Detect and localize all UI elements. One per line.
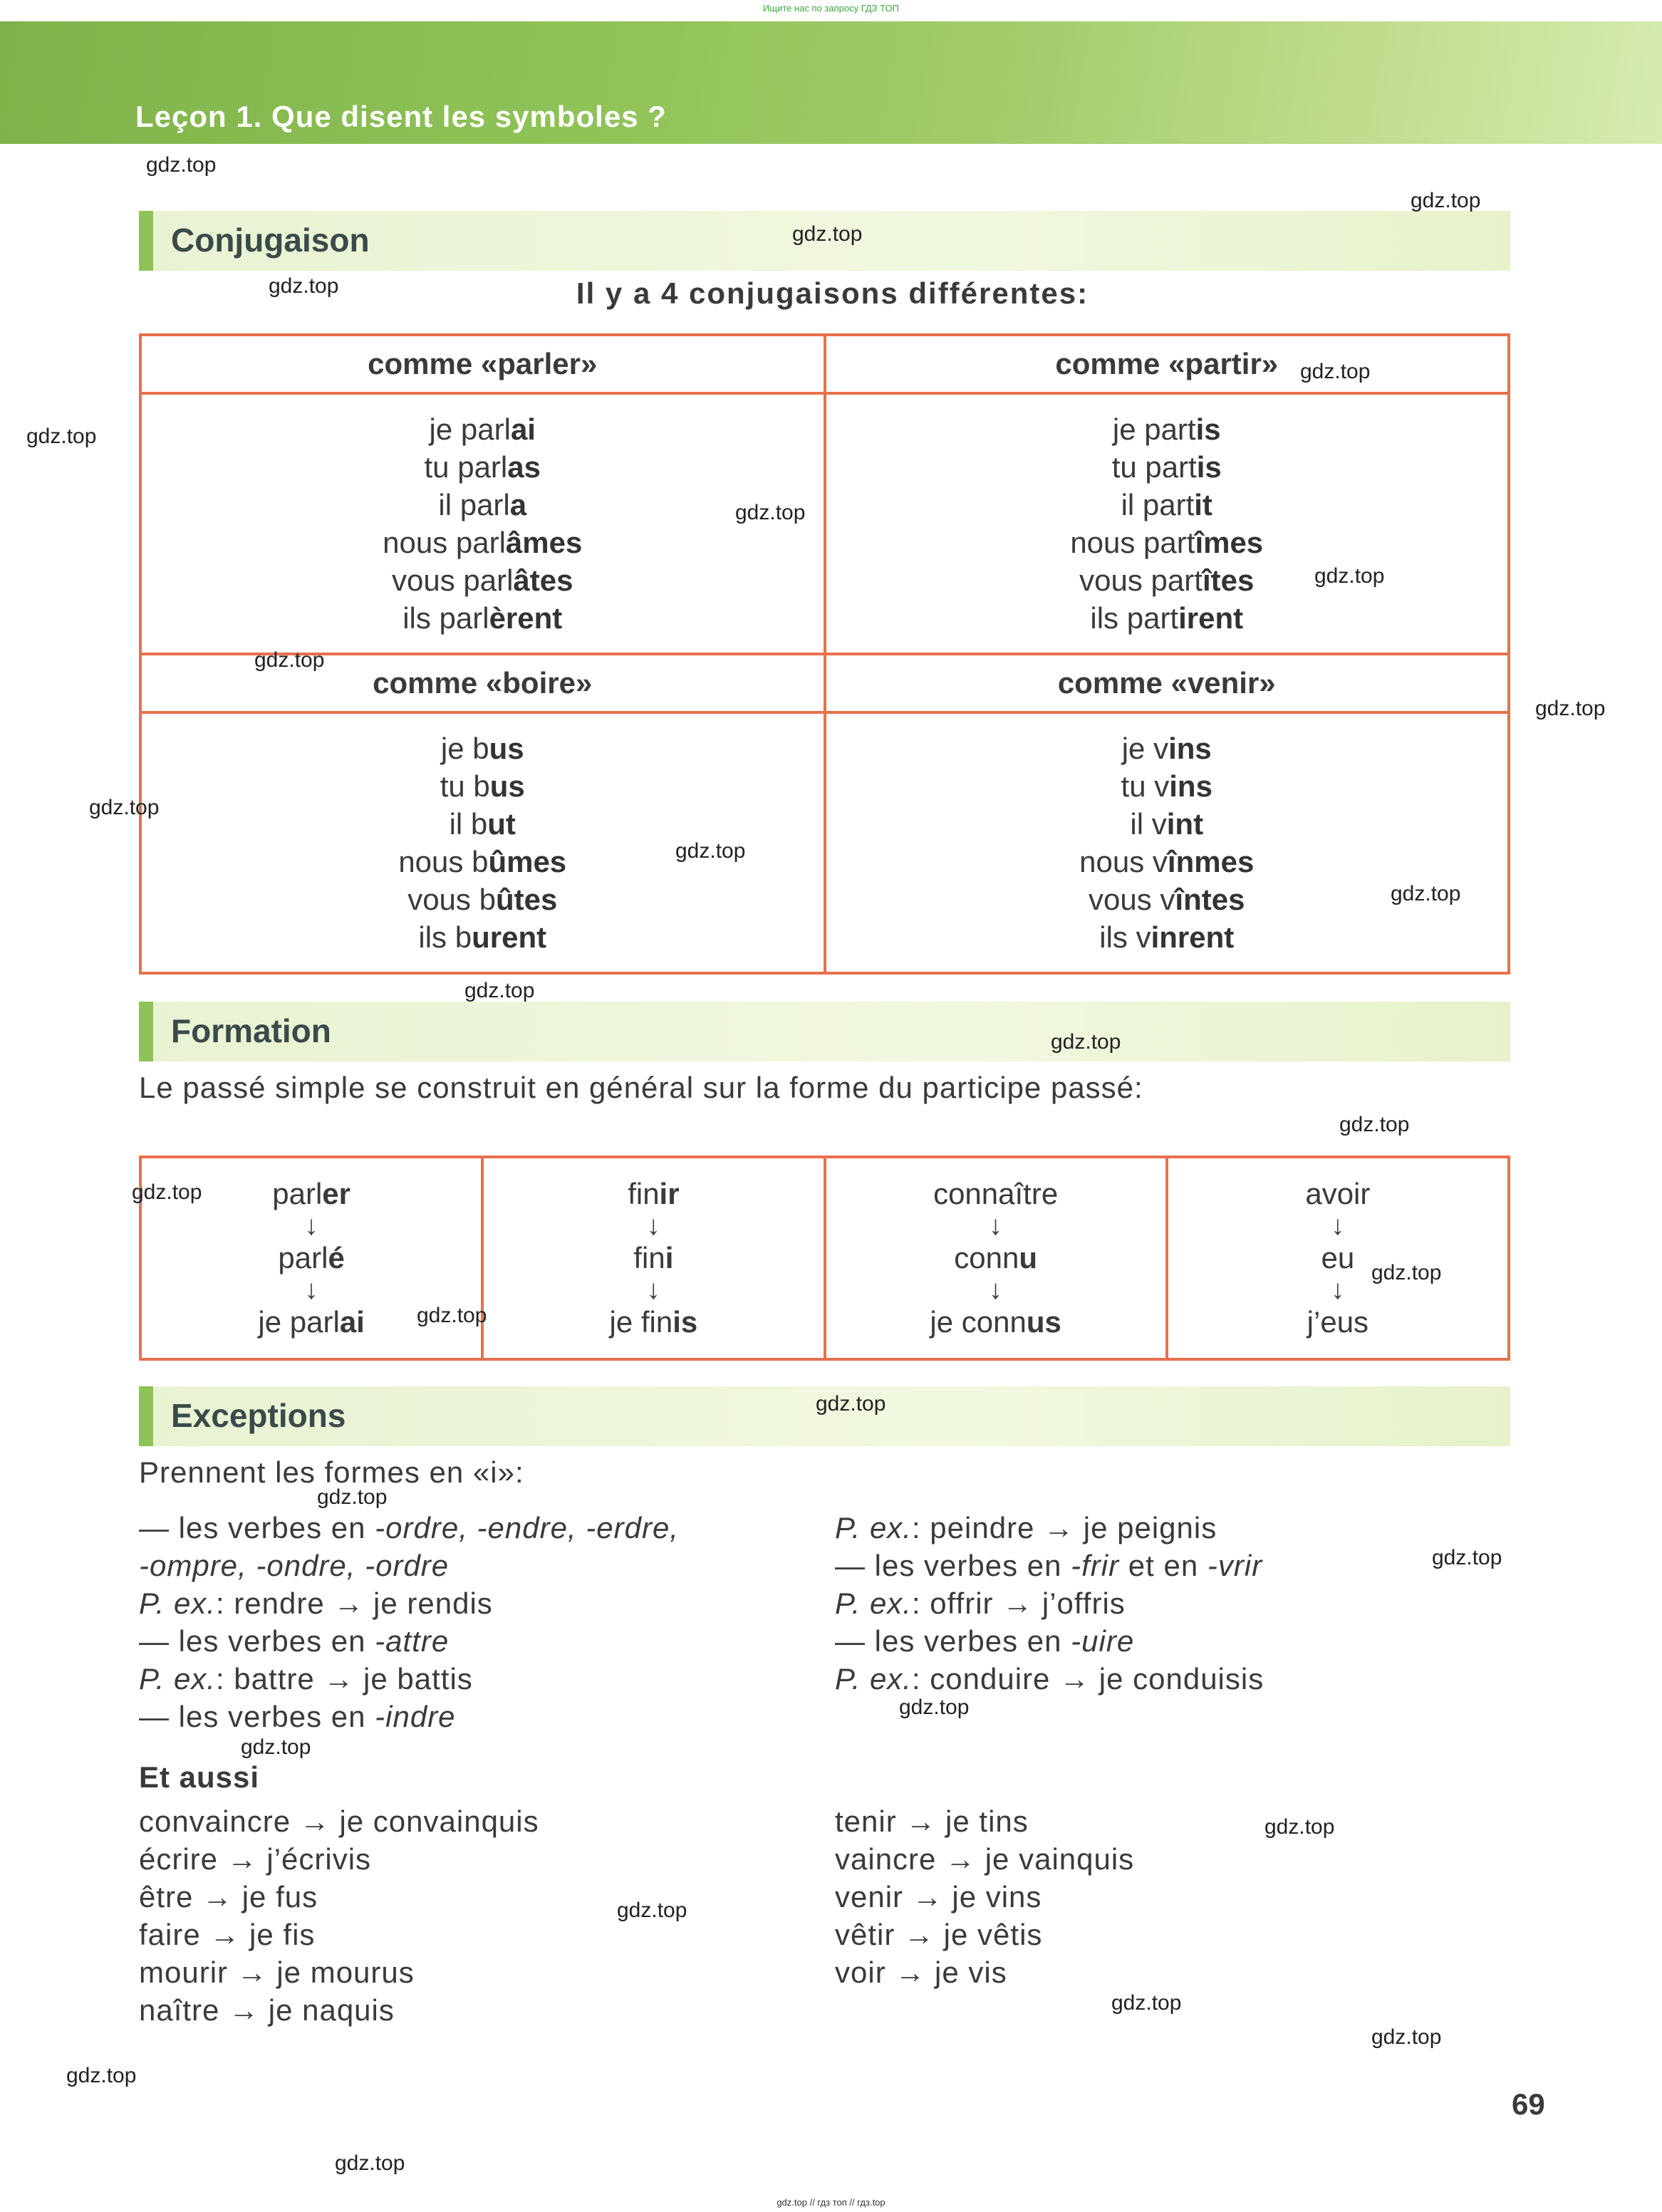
watermark: gdz.top	[132, 1180, 202, 1204]
top-note: Ищите нас по запросу ГДЗ ТОП	[763, 3, 899, 14]
conjugated-form: nous partîmes	[1070, 526, 1264, 559]
exception-rule: — les verbes en -frir et en -vrir	[835, 1549, 1263, 1582]
conjugated-form: ils vinrent	[1099, 920, 1235, 954]
down-arrow-icon: ↓	[989, 1275, 1003, 1305]
watermark: gdz.top	[1371, 2025, 1442, 2049]
watermark: gdz.top	[816, 1392, 886, 1416]
irregular-verb: vêtir → je vêtis	[835, 1918, 1043, 1951]
down-arrow-icon: ↓	[1331, 1211, 1345, 1241]
conjugaison-heading: Conjugaison	[171, 222, 370, 259]
irregular-list-left	[139, 1802, 539, 2029]
formation-table	[139, 1156, 1510, 1361]
down-arrow-icon: ↓	[646, 1275, 660, 1305]
watermark: gdz.top	[146, 153, 217, 177]
watermark: gdz.top	[317, 1485, 388, 1509]
watermark: gdz.top	[1111, 1991, 1182, 2015]
exceptions-lead: Prennent les formes en «i»:	[139, 1455, 524, 1489]
watermark: gdz.top	[335, 2151, 405, 2175]
irregular-list-right	[835, 1802, 1134, 1991]
irregular-verb: vaincre → je vainquis	[835, 1842, 1135, 1876]
conjugated-form: nous vînmes	[1079, 845, 1255, 878]
watermark: gdz.top	[66, 2064, 137, 2087]
conjugated-form: vous vîntes	[1089, 883, 1245, 916]
conjugated-form: vous partîtes	[1079, 564, 1255, 597]
watermark: gdz.top	[1391, 882, 1461, 905]
conjugated-form: tu partis	[1111, 450, 1222, 484]
formation-column	[1167, 1157, 1509, 1359]
exception-rule: — les verbes en -indre	[139, 1700, 456, 1733]
conjugated-form: il but	[449, 807, 516, 841]
passe-simple-form: je parlai	[258, 1305, 365, 1339]
conjugated-form: il vint	[1130, 807, 1204, 841]
group-forms	[825, 712, 1510, 973]
down-arrow-icon: ↓	[304, 1211, 318, 1241]
watermark: gdz.top	[1535, 697, 1606, 720]
group-title-parler: comme «parler»	[140, 335, 825, 393]
passe-simple-form: j’eus	[1307, 1305, 1369, 1339]
passe-simple-form: je finis	[609, 1305, 698, 1339]
watermark: gdz.top	[1264, 1815, 1335, 1839]
irregular-verb: être → je fus	[139, 1880, 318, 1914]
conjugated-form: tu vins	[1121, 769, 1212, 803]
conjugated-form: je bus	[440, 732, 524, 765]
conjugated-form: vous bûtes	[407, 883, 558, 916]
conjugated-form: tu bus	[440, 769, 525, 803]
participle: parlé	[278, 1241, 345, 1274]
conjugated-form: je partis	[1112, 412, 1221, 446]
participle: fini	[633, 1241, 674, 1274]
conjugated-form: tu parlas	[424, 450, 541, 484]
down-arrow-icon: ↓	[646, 1211, 660, 1241]
passe-simple-form: je connus	[930, 1305, 1061, 1339]
irregular-verb: faire → je fis	[139, 1918, 316, 1951]
participle: connu	[954, 1241, 1037, 1274]
infinitive: finir	[628, 1177, 680, 1210]
watermark: gdz.top	[1339, 1113, 1410, 1136]
watermark: gdz.top	[1300, 360, 1371, 383]
down-arrow-icon: ↓	[1331, 1275, 1345, 1305]
conjugated-form: il parla	[438, 488, 527, 521]
exception-example: P. ex.: battre → je battis	[139, 1662, 473, 1696]
exception-example: P. ex.: rendre → je rendis	[139, 1587, 493, 1620]
exception-rule: — les verbes en -attre	[139, 1624, 450, 1658]
infinitive: avoir	[1305, 1177, 1371, 1210]
down-arrow-icon: ↓	[989, 1211, 1003, 1241]
conjugation-table	[139, 333, 1510, 975]
conjugated-form: nous parlâmes	[383, 526, 583, 559]
watermark: gdz.top	[89, 796, 160, 819]
group-title-partir: comme «partir»	[825, 335, 1510, 393]
exception-example: P. ex.: peindre → je peignis	[835, 1511, 1217, 1544]
exception-rule: — les verbes en -uire	[835, 1624, 1135, 1658]
watermark: gdz.top	[1411, 189, 1481, 212]
group-title-boire: comme «boire»	[140, 654, 825, 712]
formation-column	[482, 1157, 824, 1359]
down-arrow-icon: ↓	[304, 1275, 318, 1305]
irregular-verb: naître → je naquis	[139, 1993, 395, 2027]
watermark: gdz.top	[26, 425, 97, 448]
watermark: gdz.top	[464, 979, 535, 1002]
et-aussi-heading: Et aussi	[139, 1760, 260, 1794]
watermark: gdz.top	[735, 501, 806, 524]
page-number: 69	[1512, 2087, 1545, 2121]
watermark: gdz.top	[254, 648, 325, 672]
group-title-venir: comme «venir»	[825, 654, 1510, 712]
exceptions-heading: Exceptions	[171, 1397, 346, 1434]
bottom-note: gdz.top // гдз топ // гдз.top	[777, 2197, 885, 2208]
conjugated-form: il partit	[1121, 488, 1212, 521]
watermark: gdz.top	[417, 1304, 487, 1327]
group-forms	[825, 393, 1510, 654]
lesson-title: Leçon 1. Que disent les symboles ?	[135, 100, 667, 133]
watermark: gdz.top	[617, 1899, 687, 1922]
watermark: gdz.top	[1371, 1261, 1442, 1284]
exception-rule: -ompre, -ondre, -ordre	[139, 1549, 450, 1582]
exception-rule: — les verbes en -ordre, -endre, -erdre,	[139, 1511, 679, 1544]
participle: eu	[1321, 1241, 1355, 1274]
conjugated-form: je vins	[1121, 732, 1212, 765]
conjugated-form: nous bûmes	[398, 845, 567, 878]
irregular-verb: mourir → je mourus	[139, 1956, 415, 1989]
irregular-verb: voir → je vis	[835, 1956, 1007, 1989]
conjugated-form: ils partirent	[1090, 601, 1244, 635]
watermark: gdz.top	[792, 222, 863, 246]
conjugated-form: ils burent	[418, 920, 547, 954]
formation-intro: Le passé simple se construit en général sur la forme du participe passé:	[139, 1071, 1143, 1104]
formation-heading: Formation	[171, 1012, 331, 1049]
conjugated-form: vous parlâtes	[392, 564, 573, 597]
watermark: gdz.top	[1432, 1546, 1502, 1569]
exception-example: P. ex.: conduire → je conduisis	[835, 1662, 1264, 1696]
conjugaison-subtitle: Il y a 4 conjugaisons différentes:	[576, 276, 1089, 310]
conjugated-form: je parlai	[429, 412, 536, 446]
conjugated-form: ils parlèrent	[402, 601, 563, 635]
exception-example: P. ex.: offrir → j’offris	[835, 1587, 1126, 1620]
infinitive: parler	[272, 1177, 350, 1210]
watermark: gdz.top	[1051, 1030, 1121, 1054]
formation-column	[825, 1157, 1167, 1359]
irregular-verb: tenir → je tins	[835, 1805, 1029, 1838]
irregular-verb: écrire → j’écrivis	[139, 1842, 372, 1876]
watermark: gdz.top	[241, 1735, 311, 1759]
watermark: gdz.top	[269, 274, 339, 298]
watermark: gdz.top	[675, 839, 746, 863]
watermark: gdz.top	[899, 1696, 970, 1719]
group-forms	[140, 393, 825, 654]
watermark: gdz.top	[1314, 564, 1385, 588]
irregular-verb: convaincre → je convainquis	[139, 1805, 539, 1838]
infinitive: connaître	[933, 1177, 1059, 1210]
irregular-verb: venir → je vins	[835, 1880, 1042, 1914]
formation-section-bar	[139, 1002, 1510, 1061]
